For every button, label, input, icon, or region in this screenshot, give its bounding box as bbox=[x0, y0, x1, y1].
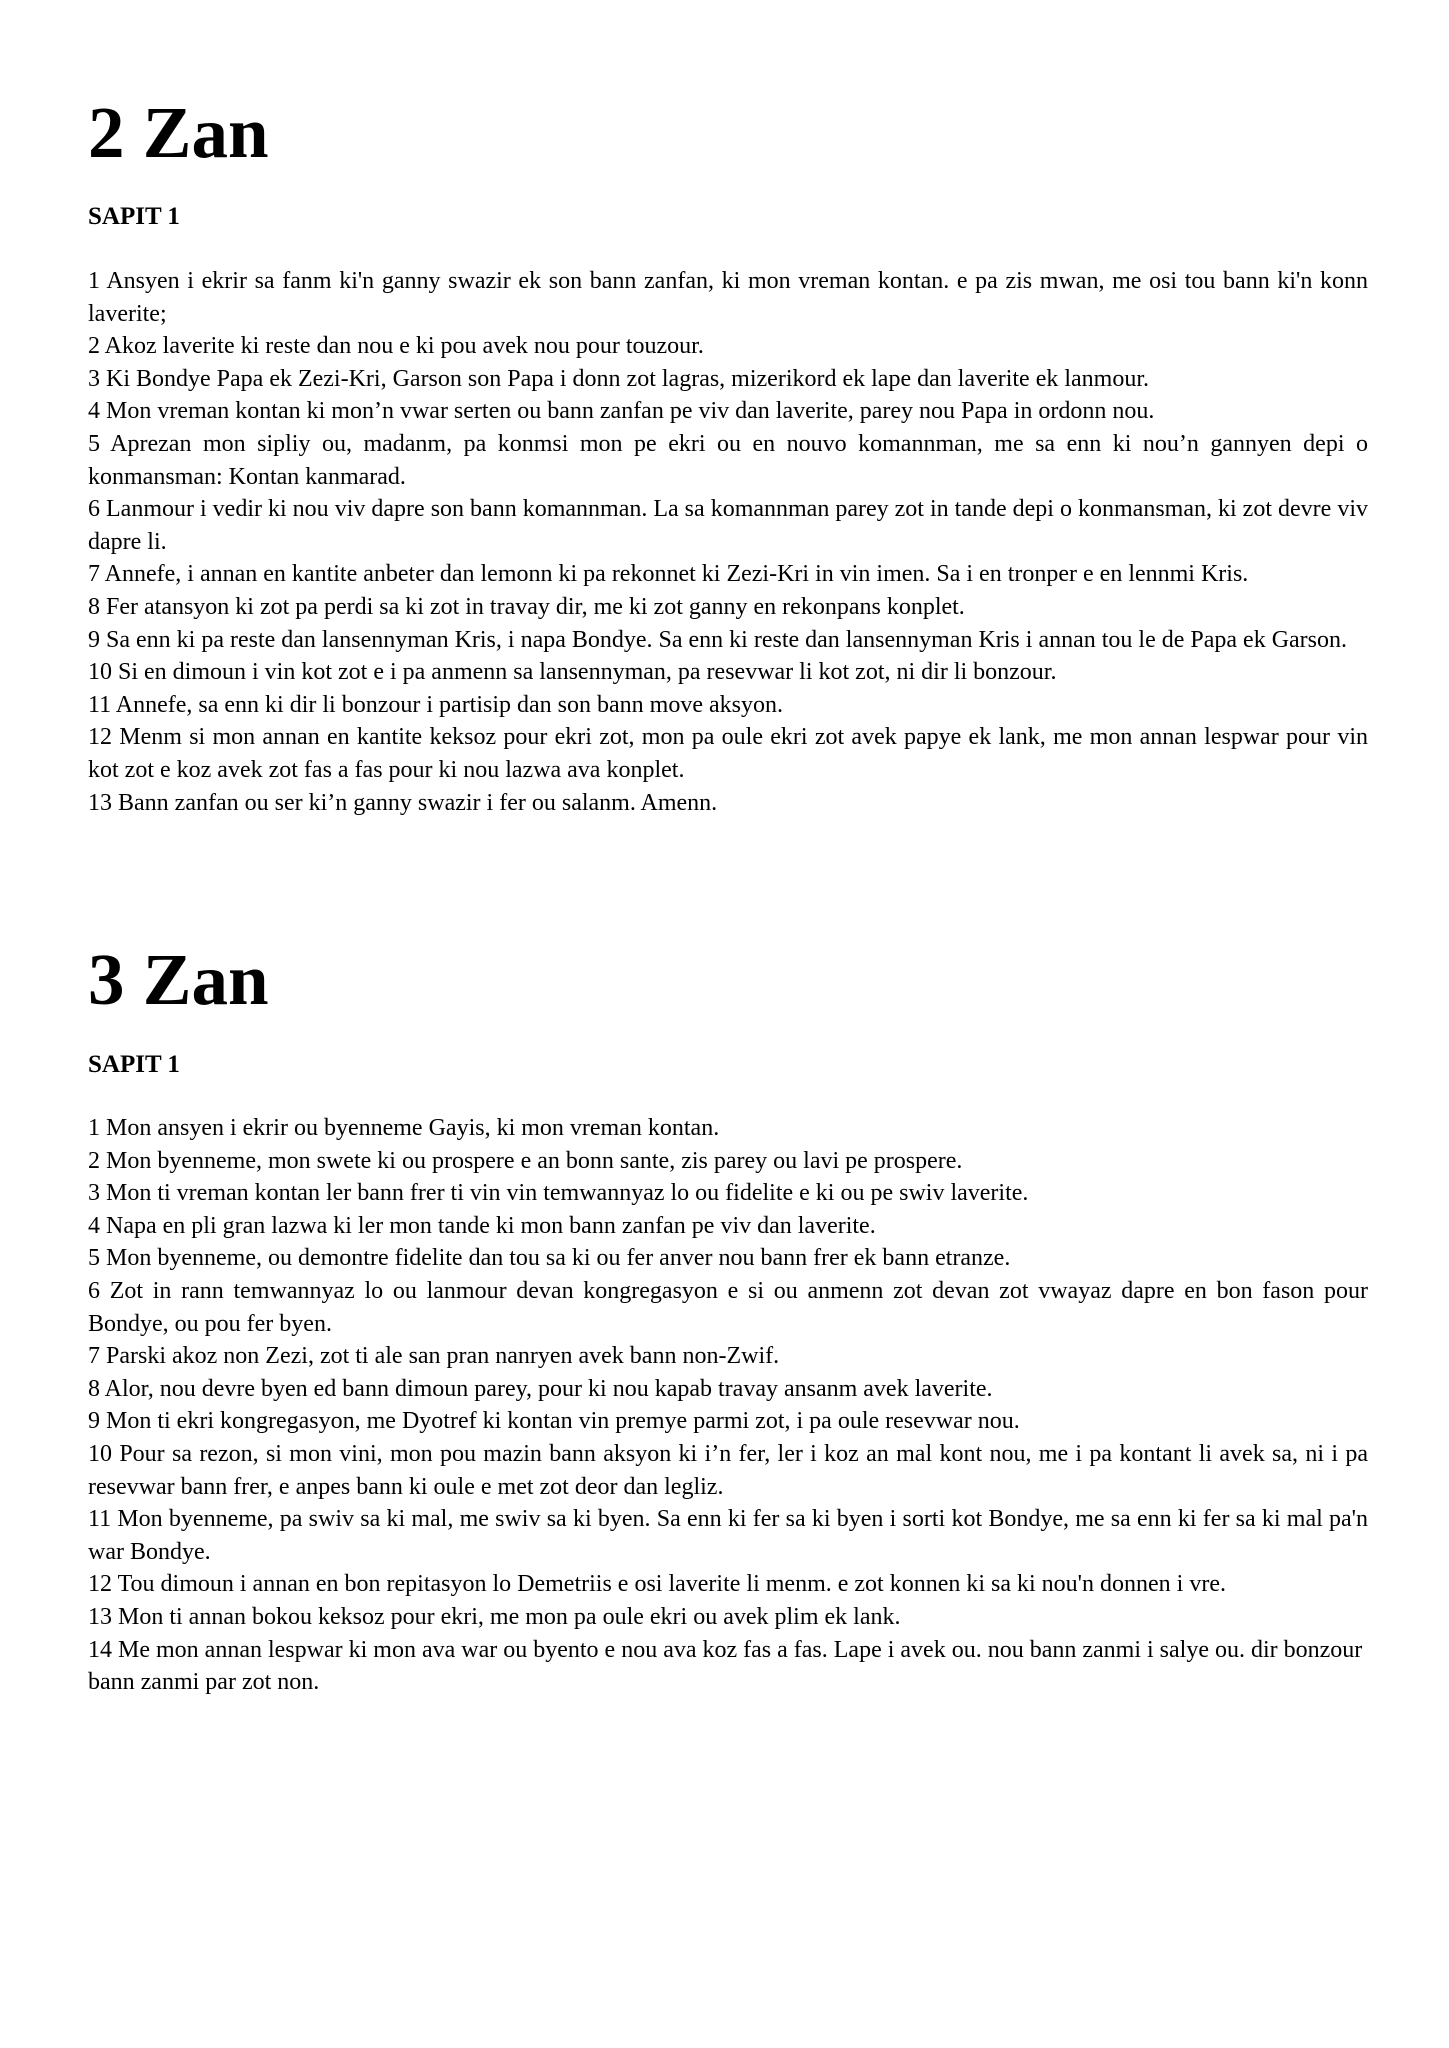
verse: 2 Akoz laverite ki reste dan nou e ki pou avek nou pour touzour. bbox=[88, 333, 704, 360]
chapter-heading: SAPIT 1 bbox=[88, 1051, 180, 1078]
verse: 14 Me mon annan lespwar ki mon ava war ou byento e nou ava koz fas a fas. Lape i avek ou. nou bann zanmi i salye ou. dir bonzour bann zanmi par zot non. bbox=[88, 1636, 1363, 1696]
book-title: 2 Zan bbox=[88, 92, 269, 173]
chapter-heading: SAPIT 1 bbox=[88, 203, 180, 230]
verse: 2 Mon byenneme, mon swete ki ou prospere e an bonn sante, zis parey ou lavi pe prospere. bbox=[88, 1147, 963, 1174]
verse: 10 Pour sa rezon, si mon vini, mon pou mazin bann aksyon ki i’n fer, ler i koz an mal kont nou, me i pa kontant li avek sa, ni i pa resevwar bann frer, e anpes bann ki oule e met zot deor dan legliz. bbox=[88, 1440, 1368, 1500]
verse: 6 Zot in rann temwannyaz lo ou lanmour devan kongregasyon e si ou anmenn zot devan zot vwayaz dapre en bon fason pour Bondye, ou pou fer byen. bbox=[88, 1277, 1368, 1337]
verse: 8 Alor, nou devre byen ed bann dimoun parey, pour ki nou kapab travay ansanm avek laverite. bbox=[88, 1375, 993, 1402]
verse: 9 Mon ti ekri kongregasyon, me Dyotref ki kontan vin premye parmi zot, i pa oule resevwar nou. bbox=[88, 1408, 1020, 1435]
verse: 8 Fer atansyon ki zot pa perdi sa ki zot in travay dir, me ki zot ganny en rekonpans konplet. bbox=[88, 593, 965, 620]
verse: 7 Annefe, i annan en kantite anbeter dan lemonn ki pa rekonnet ki Zezi-Kri in vin imen. Sa i en tronper e en lennmi Kris. bbox=[88, 561, 1249, 588]
verse: 5 Mon byenneme, ou demontre fidelite dan tou sa ki ou fer anver nou bann frer ek bann etranze. bbox=[88, 1245, 1011, 1272]
verse: 7 Parski akoz non Zezi, zot ti ale san pran nanryen avek bann non-Zwif. bbox=[88, 1343, 780, 1370]
verse: 13 Bann zanfan ou ser ki’n ganny swazir i fer ou salanm. Amenn. bbox=[88, 789, 718, 816]
verse: 13 Mon ti annan bokou keksoz pour ekri, me mon pa oule ekri ou avek plim ek lank. bbox=[88, 1603, 901, 1630]
verse: 1 Ansyen i ekrir sa fanm ki'n ganny swazir ek son bann zanfan, ki mon vreman kontan. e pa zis mwan, me osi tou bann ki'n konn laverite; bbox=[88, 268, 1368, 327]
verse: 11 Mon byenneme, pa swiv sa ki mal, me swiv sa ki byen. Sa enn ki fer sa ki byen i sorti kot Bondye, me sa enn ki fer sa ki mal pa'n war Bondye. bbox=[88, 1506, 1368, 1565]
verse: 4 Napa en pli gran lazwa ki ler mon tande ki mon bann zanfan pe viv dan laverite. bbox=[88, 1212, 876, 1239]
verse: 3 Ki Bondye Papa ek Zezi-Kri, Garson son Papa i donn zot lagras, mizerikord ek lape dan laverite ek lanmour. bbox=[88, 365, 1150, 392]
verse: 1 Mon ansyen i ekrir ou byenneme Gayis, ki mon vreman kontan. bbox=[88, 1115, 720, 1141]
verse-list bbox=[88, 1112, 1368, 1699]
verse: 12 Menm si mon annan en kantite keksoz pour ekri zot, mon pa oule ekri zot avek papye ek lank, me mon annan lespwar pour vin kot zot e koz avek zot fas a fas pour ki nou lazwa ava konplet. bbox=[88, 724, 1368, 783]
verse: 6 Lanmour i vedir ki nou viv dapre son bann komannman. La sa komannman parey zot in tande depi o konmansman, ki zot devre viv dapre li. bbox=[88, 496, 1368, 555]
verse: 3 Mon ti vreman kontan ler bann frer ti vin vin temwannyaz lo ou fidelite e ki ou pe swiv laverite. bbox=[88, 1180, 1029, 1207]
verse: 10 Si en dimoun i vin kot zot e i pa anmenn sa lansennyman, pa resevwar li kot zot, ni dir li bonzour. bbox=[88, 659, 1057, 686]
verse: 5 Aprezan mon sipliy ou, madanm, pa konmsi mon pe ekri ou en nouvo komannman, me sa enn ki nou’n gannyen depi o konmansman: Kontan kanmarad. bbox=[88, 430, 1368, 490]
verse: 9 Sa enn ki pa reste dan lansennyman Kris, i napa Bondye. Sa enn ki reste dan lansennyman Kris i annan tou le de Papa ek Garson. bbox=[88, 626, 1348, 653]
verse: 4 Mon vreman kontan ki mon’n vwar serten ou bann zanfan pe viv dan laverite, parey nou Papa in ordonn nou. bbox=[88, 398, 1155, 425]
verse-list bbox=[88, 265, 1368, 819]
book-title: 3 Zan bbox=[88, 939, 269, 1020]
verse: 11 Annefe, sa enn ki dir li bonzour i partisip dan son bann move aksyon. bbox=[88, 691, 783, 718]
verse: 12 Tou dimoun i annan en bon repitasyon lo Demetriis e osi laverite li menm. e zot konnen ki sa ki nou'n donnen i vre. bbox=[88, 1571, 1226, 1598]
